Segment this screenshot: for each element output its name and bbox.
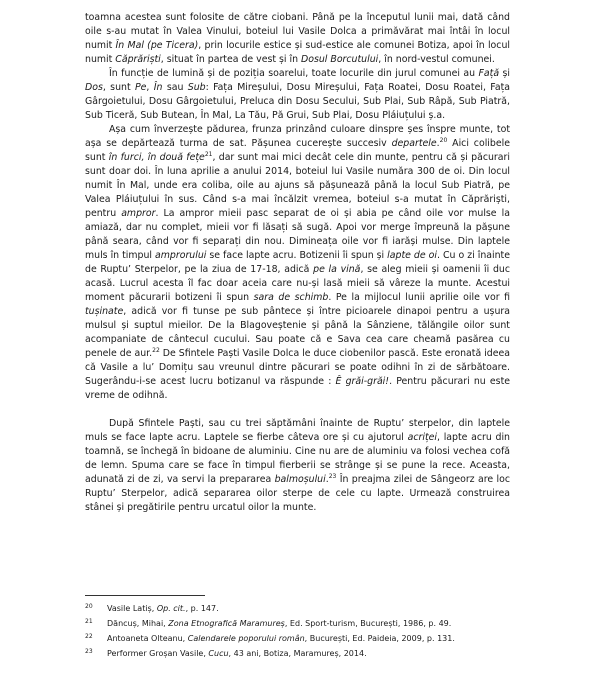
text-run: , p. 147. [185,604,219,613]
text-run: , Ed. Sport-turism, București, 1986, p. 49. [284,619,452,628]
footnote-number: 23 [85,648,93,655]
italic-run: Față [478,68,500,79]
italic-run: acriței [407,432,438,443]
italic-run: Pe [135,82,147,93]
italic-run: Dosul Borcutului [301,54,379,65]
italic-run: Zona Etnografică Maramureș [168,619,285,628]
text-run: : Fața Mireșului, Dosu Mireșului, Fața Roatei, Dosu Roatei, Fața Gârgoietului, Dosu Gârgoietului, Preluca din Dosu Secului, Sub Plai, Sub Râpă, Sub Piatră, Sub Ticeră, Sub Butean, În Mal, La Tău, Pă Grui, Sub Plai, Dosu Pláiuțului ș.a. [85,82,511,121]
italic-run: În [153,82,163,93]
italic-run: în furci, în două fețe [108,152,205,163]
text-run: După Sfintele Paști, sau cu trei săptămâni înainte de Ruptu’ sterpelor, din laptele muls se face lapte acru. Laptele se fierbe câteva ore și cu ajutorul [85,418,510,443]
footnote [85,631,510,646]
italic-run: ampror [121,208,156,219]
text-run: , dar sunt mai mici decât cele din munte, pentru că și păcurari sunt doar doi. În luna aprilie a anului 2014, boteiul lui Vasile număra 300 de oi. Din locul numit În Mal, unde era coliba, oile au ajuns să pășunează până la locul Sub Piatră, pe Valea Pláiuțului în sus. Când s-a mai încălzit vremea, boteiul s-a mutat în Căprăriști, pentru [85,152,510,219]
italic-run: tușinate [85,306,124,317]
text-run: Antoaneta Olteanu, [107,634,188,643]
italic-run: sara de schimb [253,292,329,303]
footnote-number: 20 [85,603,93,610]
text-run: sau [162,82,188,93]
italic-run: Sub [187,82,206,93]
paragraph-3 [85,123,510,403]
text-run: Performer Groșan Vasile, [107,649,209,658]
footnote [85,646,510,661]
italic-run: Căprăriști [115,54,161,65]
text-run: . Pentru păcurari nu este vreme de odihnă. [85,376,511,401]
italic-run: lapte de oi [387,250,437,261]
text-run: , adică vor fi tunse pe sub pântece și între picioarele dinapoi pentru a ușura mulsul și suptul mieilor. De la Blagoveștenie și până la Sânziene, tălăngile oilor sunt acompaniate de cântecul cucului. Sau poate că e Sava cea care cheamă pasărea cu penele de aur. [85,306,510,359]
document-page [85,0,510,675]
italic-run: Cucu [208,649,229,658]
text-run: , în nord-vestul comunei. [378,54,495,65]
text-run: Dăncuș, Mihai, [107,619,169,628]
text-run: , situat în partea de vest și în [160,54,302,65]
italic-run: balmoșului [274,474,326,485]
text-run: , [146,82,154,93]
footnote-ref: 23 [328,472,337,480]
footnote-text [107,646,367,661]
text-run: Aici colibele sunt [85,138,510,163]
text-run: . [436,138,440,149]
italic-run: Dos [85,82,103,93]
text-run: . La ampror mieii pasc separat de oi și abia pe când oile vor mulse la amiază, dar nu complet, mieii vor fi lăsați să sugă. Apoi vor merge împreună la pășune până seara, când vor fi separați din nou. Dimineața oile vor fi iarăși mulse. Din laptele muls în timpul [85,208,510,261]
text-run: , se aleg mieii și oamenii îi duc acasă. Lucrul acesta îl fac doar aceia care nu-și lasă mieii să vâreze la munte. Acestui moment păcurarii botizeni îi spun [85,264,510,303]
text-run: Vasile Latiș, [107,604,157,613]
footnote-separator [85,595,205,596]
footnote-ref: 20 [439,136,448,144]
text-run: În preajma zilei de Sângeorz are loc Ruptu’ Sterpelor, adică separarea oilor sterpe de cele cu lapte. Urmează construirea stânei și pregătirile pentru urcatul oilor la munte. [85,474,510,513]
paragraph-4 [85,417,510,515]
footnotes [85,601,510,661]
italic-run: amprorului [155,250,207,261]
text-run: Așa cum înverzește pădurea, frunza prinzând culoare dinspre șes înspre munte, tot așa se depărtează turma de sat. Pășunea cucerește succesiv [85,124,510,149]
footnote-text [107,616,451,631]
footnote-text [107,631,455,646]
text-run: . [325,474,329,485]
text-run: . Cu o zi înainte de Ruptu’ Sterpelor, pe la ziua de 17-18, adică [85,250,510,275]
text-run: , sunt [102,82,135,93]
text-run: , 43 ani, Botiza, Maramureș, 2014. [228,649,367,658]
italic-run: pe la vină [313,264,361,275]
footnote-number: 22 [85,633,93,640]
footnote-ref: 22 [152,346,160,354]
footnote [85,601,510,616]
paragraph-2 [85,67,510,123]
footnote-text [107,601,219,616]
paragraph-1 [85,11,510,67]
text-run: De Sfintele Paști Vasile Dolca le duce ciobenilor pască. Este eronată ideea că Vasile a lu’ Domițu sau vreunul dintre păcurari se poate odihni în zi de sărbătoare. Sugerându-i-se acest lucru botizanul va răspunde : [85,348,511,387]
text-run: , lapte acru din toamnă, se închegă în bidoane de aluminiu. Cine nu are de aluminiu va folosi vechea cofă de lemn. Spuma care se face în timpul fierberii se strânge și se pune la rece. Aceasta, adunată zi de zi, va servi la prepararea [85,432,510,485]
text-run: și [499,68,510,79]
text-run: se face lapte acru. Botizenii îi spun și [206,250,388,261]
italic-run: Calendarele poporului român [187,634,305,643]
footnote-number: 21 [85,618,93,625]
text-run: . Pe la mijlocul lunii aprilie oile vor fi [328,292,511,303]
footnote-ref: 21 [204,150,213,158]
footnote [85,616,510,631]
italic-run: Ê grăi-grăi! [335,376,390,387]
text-run: În funcție de lumină și de poziția soarelui, toate locurile din jurul comunei au [109,68,479,79]
body-text [85,11,510,515]
italic-run: departele [391,138,437,149]
italic-run: Op. cit. [156,604,186,613]
text-run: , prin locurile estice și sud-estice ale comunei Botiza, apoi în locul numit [85,40,510,65]
italic-run: În Mal (pe Ticera) [115,40,199,51]
text-run: toamna acestea sunt folosite de către ciobani. Până pe la începutul lunii mai, dată când oile s-au mutat în Valea Vinului, boteiul lui Vasile Dolca a primăvărat mai întâi în locul numit [85,12,510,51]
text-run: , București, Ed. Paideia, 2009, p. 131. [304,634,455,643]
